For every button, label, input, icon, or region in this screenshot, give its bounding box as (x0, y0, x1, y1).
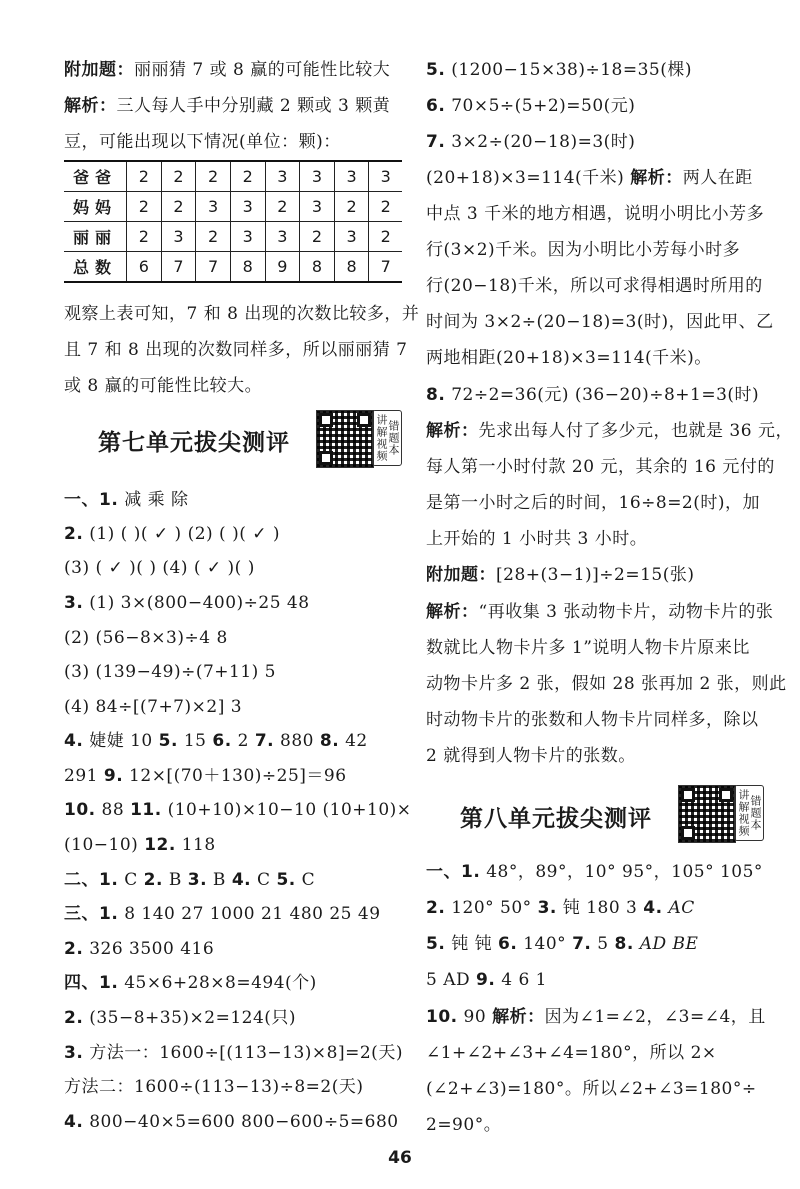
table-row (64, 192, 402, 222)
section-title: 第七单元拔尖测评 (98, 430, 290, 456)
text-line: 观察上表可知，7 和 8 出现的次数比较多，并 (64, 304, 420, 324)
table-cell: 3 (230, 222, 265, 252)
row-header: 丽丽 (64, 222, 127, 252)
table-cell: 2 (369, 222, 402, 252)
table-cell: 2 (196, 222, 231, 252)
answer-line: (2) (56−8×3)÷4 8 (64, 628, 228, 648)
answer-line: 四、1. 45×6+28×8=494(个) (64, 973, 317, 993)
table-cell: 2 (196, 161, 231, 192)
answer-line: 3. 方法一：1600÷[(113−13)×8]=2(天) (64, 1043, 403, 1063)
row-header: 爸爸 (64, 161, 127, 192)
qr-tag-text: 错题本 (749, 795, 762, 831)
table-cell: 3 (161, 222, 196, 252)
page-number: 46 (388, 1148, 412, 1168)
text-line: 两地相距(20+18)×3=114(千米)。 (426, 348, 712, 368)
qr-finder (357, 413, 371, 427)
text-line: 上开始的 1 小时共 3 小时。 (426, 529, 648, 549)
answer-line: 5. (1200−15×38)÷18=35(棵) (426, 60, 692, 80)
text-line: 时动物卡片的张数和人物卡片同样多，除以 (426, 710, 759, 730)
table-cell: 2 (161, 192, 196, 222)
answer-line: 7. 3×2÷(20−18)=3(时) (426, 132, 636, 152)
bonus-answer-line: 附加题：丽丽猜 7 或 8 赢的可能性比较大 (64, 60, 391, 80)
qr-finder (681, 788, 695, 802)
table-row (64, 252, 402, 283)
answer-line: 6. 70×5÷(5+2)=50(元) (426, 96, 636, 116)
table-cell: 7 (369, 252, 402, 283)
answer-line: 291 9. 12×[(70＋130)÷25]＝96 (64, 766, 347, 786)
table-cell: 8 (300, 252, 335, 283)
table-cell: 8 (334, 252, 369, 283)
qr-video-tag (372, 410, 402, 466)
qr-finder (681, 826, 695, 840)
qr-code-icon[interactable] (678, 785, 736, 843)
answer-line: 4. 婕婕 10 5. 15 6. 2 7. 880 8. 42 (64, 731, 368, 751)
table-cell: 3 (334, 222, 369, 252)
row-header: 妈妈 (64, 192, 127, 222)
answer-line: 2. 326 3500 416 (64, 939, 215, 959)
table-cell: 8 (230, 252, 265, 283)
qr-tag-text: 讲解视频 (375, 414, 388, 462)
text-line: (∠2+∠3)=180°。所以∠2+∠3=180°÷ (426, 1079, 757, 1099)
table-row (64, 161, 402, 192)
table-cell: 2 (300, 222, 335, 252)
table-cell: 6 (127, 252, 162, 283)
table-cell: 2 (127, 161, 162, 192)
text-line: 行(20−18)千米，所以可求得相遇时所用的 (426, 276, 763, 296)
text-line: 2 就得到人物卡片的张数。 (426, 746, 636, 766)
table-cell: 2 (369, 192, 402, 222)
text-line: 豆，可能出现以下情况(单位：颗)： (64, 132, 341, 152)
section-title: 第八单元拔尖测评 (460, 806, 652, 832)
answer-line: 2. (1) ( )( ✓ ) (2) ( )( ✓ ) (64, 524, 281, 544)
table-cell: 7 (161, 252, 196, 283)
answer-line: 二、1. C 2. B 3. B 4. C 5. C (64, 870, 316, 890)
table-cell: 3 (265, 161, 300, 192)
table-cell: 2 (127, 222, 162, 252)
answer-line: 5. 钝 钝 6. 140° 7. 5 8. AD BE (426, 934, 699, 954)
answer-line: 10. 90 解析：因为∠1=∠2，∠3=∠4，且 (426, 1007, 766, 1027)
table-cell: 2 (127, 192, 162, 222)
answer-line: 5 AD 9. 4 6 1 (426, 970, 547, 990)
text-line: 每人第一小时付款 20 元，其余的 16 元付的 (426, 457, 775, 477)
text-line: 行(3×2)千米。因为小明比小芳每小时多 (426, 240, 741, 260)
answer-line: 一、1. 减 乘 除 (64, 490, 189, 510)
answer-line: 3. (1) 3×(800−400)÷25 48 (64, 593, 310, 613)
qr-tag-text: 错题本 (387, 420, 400, 456)
analysis-line: 解析：“再收集 3 张动物卡片，动物卡片的张 (426, 602, 774, 622)
table-cell: 2 (161, 161, 196, 192)
answer-line: (3) ( ✓ )( ) (4) ( ✓ )( ) (64, 558, 255, 578)
table-cell: 2 (265, 192, 300, 222)
table-cell: 3 (230, 192, 265, 222)
qr-finder (319, 451, 333, 465)
answer-line: (4) 84÷[(7+7)×2] 3 (64, 697, 243, 717)
qr-video-tag (734, 785, 764, 841)
text-line: 是第一小时之后的时间，16÷8=2(时)，加 (426, 493, 761, 513)
answer-line: 10. 88 11. (10+10)×10−10 (10+10)× (64, 800, 412, 820)
answer-line: 2. 120° 50° 3. 钝 180 3 4. AC (426, 898, 695, 918)
table-cell: 3 (369, 161, 402, 192)
qr-finder (719, 788, 733, 802)
qr-code-icon[interactable] (316, 410, 374, 468)
table-row (64, 222, 402, 252)
text-line: 或 8 赢的可能性比较大。 (64, 376, 263, 396)
table-cell: 3 (265, 222, 300, 252)
text-line: 时间为 3×2÷(20−18)=3(时)，因此甲、乙 (426, 312, 774, 332)
answer-line: 方法二：1600÷(113−13)÷8=2(天) (64, 1077, 364, 1097)
answer-line: (20+18)×3=114(千米) 解析：两人在距 (426, 168, 753, 188)
qr-finder (319, 413, 333, 427)
analysis-line: 解析：先求出每人付了多少元，也就是 36 元， (426, 421, 793, 441)
text-line: 且 7 和 8 出现的次数同样多，所以丽丽猜 7 (64, 340, 408, 360)
answer-line: (3) (139−49)÷(7+11) 5 (64, 662, 276, 682)
answer-line: 8. 72÷2=36(元) (36−20)÷8+1=3(时) (426, 385, 760, 405)
table-cell: 3 (334, 161, 369, 192)
text-line: 中点 3 千米的地方相遇，说明小明比小芳多 (426, 204, 765, 224)
answer-line: (10−10) 12. 118 (64, 835, 216, 855)
row-header: 总数 (64, 252, 127, 283)
text-line: 数就比人物卡片多 1”说明人物卡片原来比 (426, 638, 750, 658)
table-cell: 2 (230, 161, 265, 192)
qr-tag-text: 讲解视频 (737, 789, 750, 837)
table-cell: 3 (300, 161, 335, 192)
analysis-line: 解析：三人每人手中分别藏 2 颗或 3 颗黄 (64, 96, 391, 116)
answer-line: 2. (35−8+35)×2=124(只) (64, 1008, 297, 1028)
table-cell: 3 (300, 192, 335, 222)
answer-line: 4. 800−40×5=600 800−600÷5=680 (64, 1112, 399, 1132)
bonus-answer-line: 附加题：[28+(3−1)]÷2=15(张) (426, 565, 695, 585)
beans-table (64, 160, 402, 283)
table-cell: 7 (196, 252, 231, 283)
text-line: 动物卡片多 2 张，假如 28 张再加 2 张，则此 (426, 674, 787, 694)
answer-line: 一、1. 48°，89°，10° 95°，105° 105° (426, 862, 763, 882)
table-cell: 9 (265, 252, 300, 283)
answer-line: 三、1. 8 140 27 1000 21 480 25 49 (64, 904, 381, 924)
table-cell: 2 (334, 192, 369, 222)
text-line: 2=90°。 (426, 1115, 502, 1135)
table-cell: 3 (196, 192, 231, 222)
text-line: ∠1+∠2+∠3+∠4=180°，所以 2× (426, 1043, 717, 1063)
